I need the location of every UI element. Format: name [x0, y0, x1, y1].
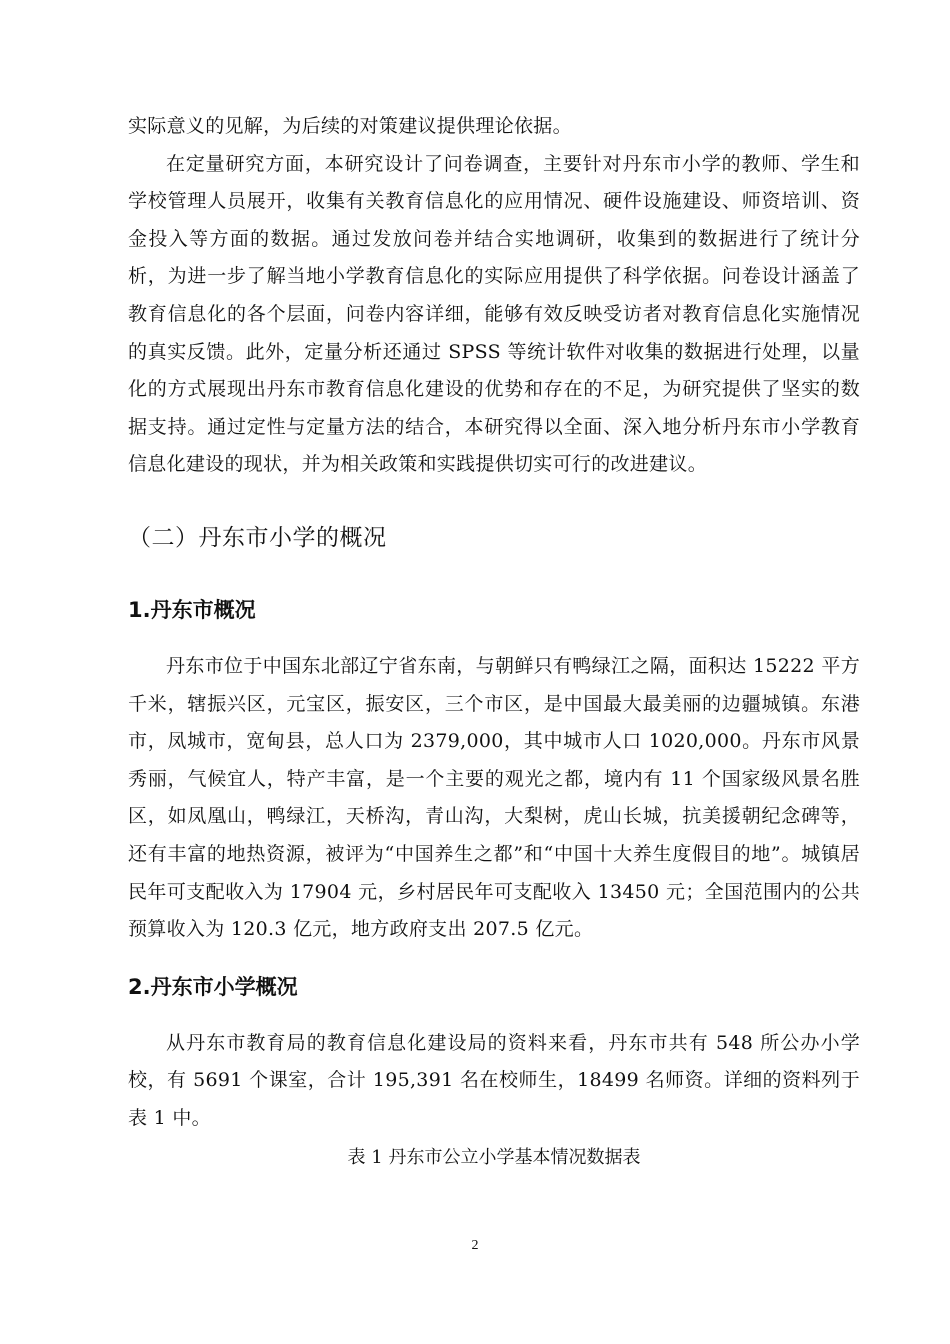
subsection-heading-city-overview: 1.丹东市概况 — [128, 597, 256, 622]
school-overview-paragraph: 从丹东市教育局的教育信息化建设局的资料来看，丹东市共有 548 所公办小学校，有 5691 个课室，合计 195,391 名在校师生，18499 名师资。详细的资料列于表 1 中。 — [128, 1031, 860, 1129]
subsection-heading-school-overview: 2.丹东市小学概况 — [128, 974, 298, 999]
table-caption: 表 1 丹东市公立小学基本情况数据表 — [347, 1147, 641, 1169]
page-number: 2 — [471, 1238, 479, 1253]
page-content — [128, 108, 860, 1176]
city-overview-paragraph: 丹东市位于中国东北部辽宁省东南，与朝鲜只有鸭绿江之隔，面积达 15222 平方千米，辖振兴区，元宝区，振安区，三个市区，是中国最大最美丽的边疆城镇。东港市，凤城市，宽甸县，总人口为 2379,000，其中城市人口 1020,000。丹东市风景秀丽，气候宜人，特产丰富，是一个主要的观光之都，境内有 11 个国家级风景名胜区，如凤凰山，鸭绿江，天桥沟，青山沟，大梨树，虎山长城，抗美援朝纪念碑等，还有丰富的地热资源，被评为“中国养生之都”和“中国十大养生度假目的地”。城镇居民年可支配收入为 17904 元，乡村居民年可支配收入 13450 元；全国范围内的公共预算收入为 120.3 亿元，地方政府支出 207.5 亿元。 — [128, 654, 860, 941]
section-heading: （二）丹东市小学的概况 — [128, 524, 387, 551]
continuation-paragraph: 实际意义的见解，为后续的对策建议提供理论依据。 — [128, 115, 572, 137]
quantitative-method-paragraph: 在定量研究方面，本研究设计了问卷调查，主要针对丹东市小学的教师、学生和学校管理人员展开，收集有关教育信息化的应用情况、硬件设施建设、师资培训、资金投入等方面的数据。通过发放问卷并结合实地调研，收集到的数据进行了统计分析，为进一步了解当地小学教育信息化的实际应用提供了科学依据。问卷设计涵盖了教育信息化的各个层面，问卷内容详细，能够有效反映受访者对教育信息化实施情况的真实反馈。此外，定量分析还通过 SPSS 等统计软件对收集的数据进行处理，以量化的方式展现出丹东市教育信息化建设的优势和存在的不足，为研究提供了坚实的数据支持。通过定性与定量方法的结合，本研究得以全面、深入地分析丹东市小学教育信息化建设的现状，并为相关政策和实践提供切实可行的改进建议。 — [128, 152, 860, 476]
